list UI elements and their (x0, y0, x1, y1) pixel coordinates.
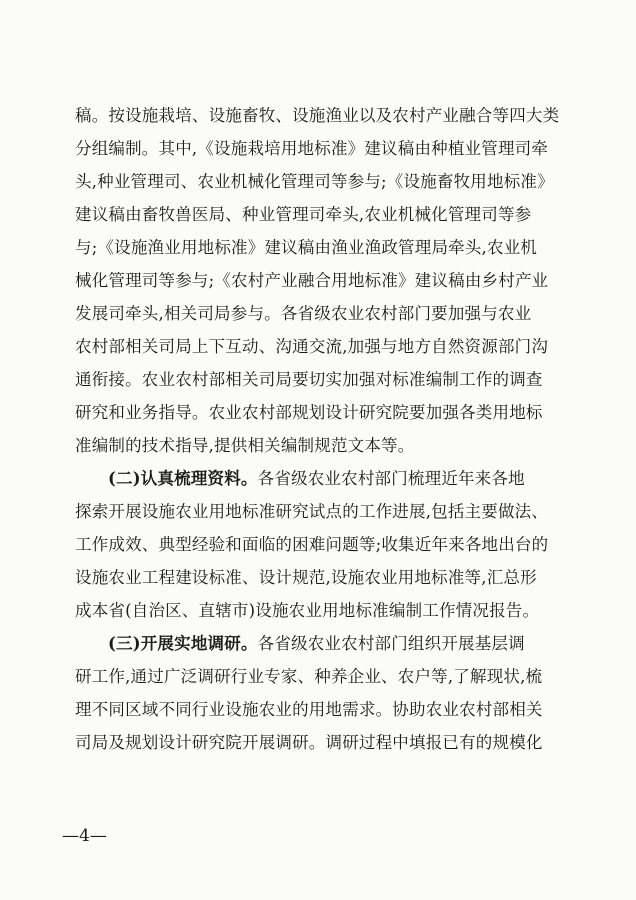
section-text: 各省级农业农村部门组织开展基层调 (257, 634, 525, 653)
text-line: 准编制的技术指导,提供相关编制规范文本等。 (75, 436, 415, 455)
text-line: 设施农业工程建设标准、设计规范,设施农业用地标准等,汇总形 (75, 568, 537, 587)
text-line: 分组编制。其中,《设施栽培用地标准》建议稿由种植业管理司牵 (75, 139, 549, 158)
section-heading: (三)开展实地调研。 (108, 634, 258, 653)
text-line: 械化管理司等参与;《农村产业融合用地标准》建议稿由乡村产业 (75, 271, 549, 290)
text-line: 发展司牵头,相关司局参与。各省级农业农村部门要加强与农业 (75, 304, 532, 323)
text-line: 研究和业务指导。农业农村部规划设计研究院要加强各类用地标 (75, 403, 543, 422)
text-line: 通衔接。农业农村部相关司局要切实加强对标准编制工作的调查 (75, 370, 543, 389)
text-line: 头,种业管理司、农业机械化管理司等参与;《设施畜牧用地标准》 (75, 172, 554, 191)
section-3-first-line (108, 632, 525, 656)
text-line: 司局及规划设计研究院开展调研。调研过程中填报已有的规模化 (75, 733, 543, 752)
text-line: 建议稿由畜牧兽医局、种业管理司牵头,农业机械化管理司等参 (75, 205, 532, 224)
text-line: 研工作,通过广泛调研行业专家、种养企业、农户等,了解现状,梳 (75, 667, 543, 686)
page-number: —4— (62, 826, 107, 846)
text-line: 稿。按设施栽培、设施畜牧、设施渔业以及农村产业融合等四大类 (75, 106, 560, 125)
section-text: 各省级农业农村部门梳理近年来各地 (257, 469, 525, 488)
text-line: 与;《设施渔业用地标准》建议稿由渔业渔政管理局牵头,农业机 (75, 238, 538, 257)
text-line: 理不同区域不同行业设施农业的用地需求。协助农业农村部相关 (75, 700, 543, 719)
section-2-first-line (108, 467, 525, 491)
text-line: 工作成效、典型经验和面临的困难问题等;收集近年来各地出台的 (75, 535, 549, 554)
text-line: 成本省(自治区、直辖市)设施农业用地标准编制工作情况报告。 (75, 601, 540, 620)
section-heading: (二)认真梳理资料。 (108, 469, 258, 488)
text-line: 探索开展设施农业用地标准研究试点的工作进展,包括主要做法、 (75, 502, 549, 521)
text-line: 农村部相关司局上下互动、沟通交流,加强与地方自然资源部门沟 (75, 337, 549, 356)
